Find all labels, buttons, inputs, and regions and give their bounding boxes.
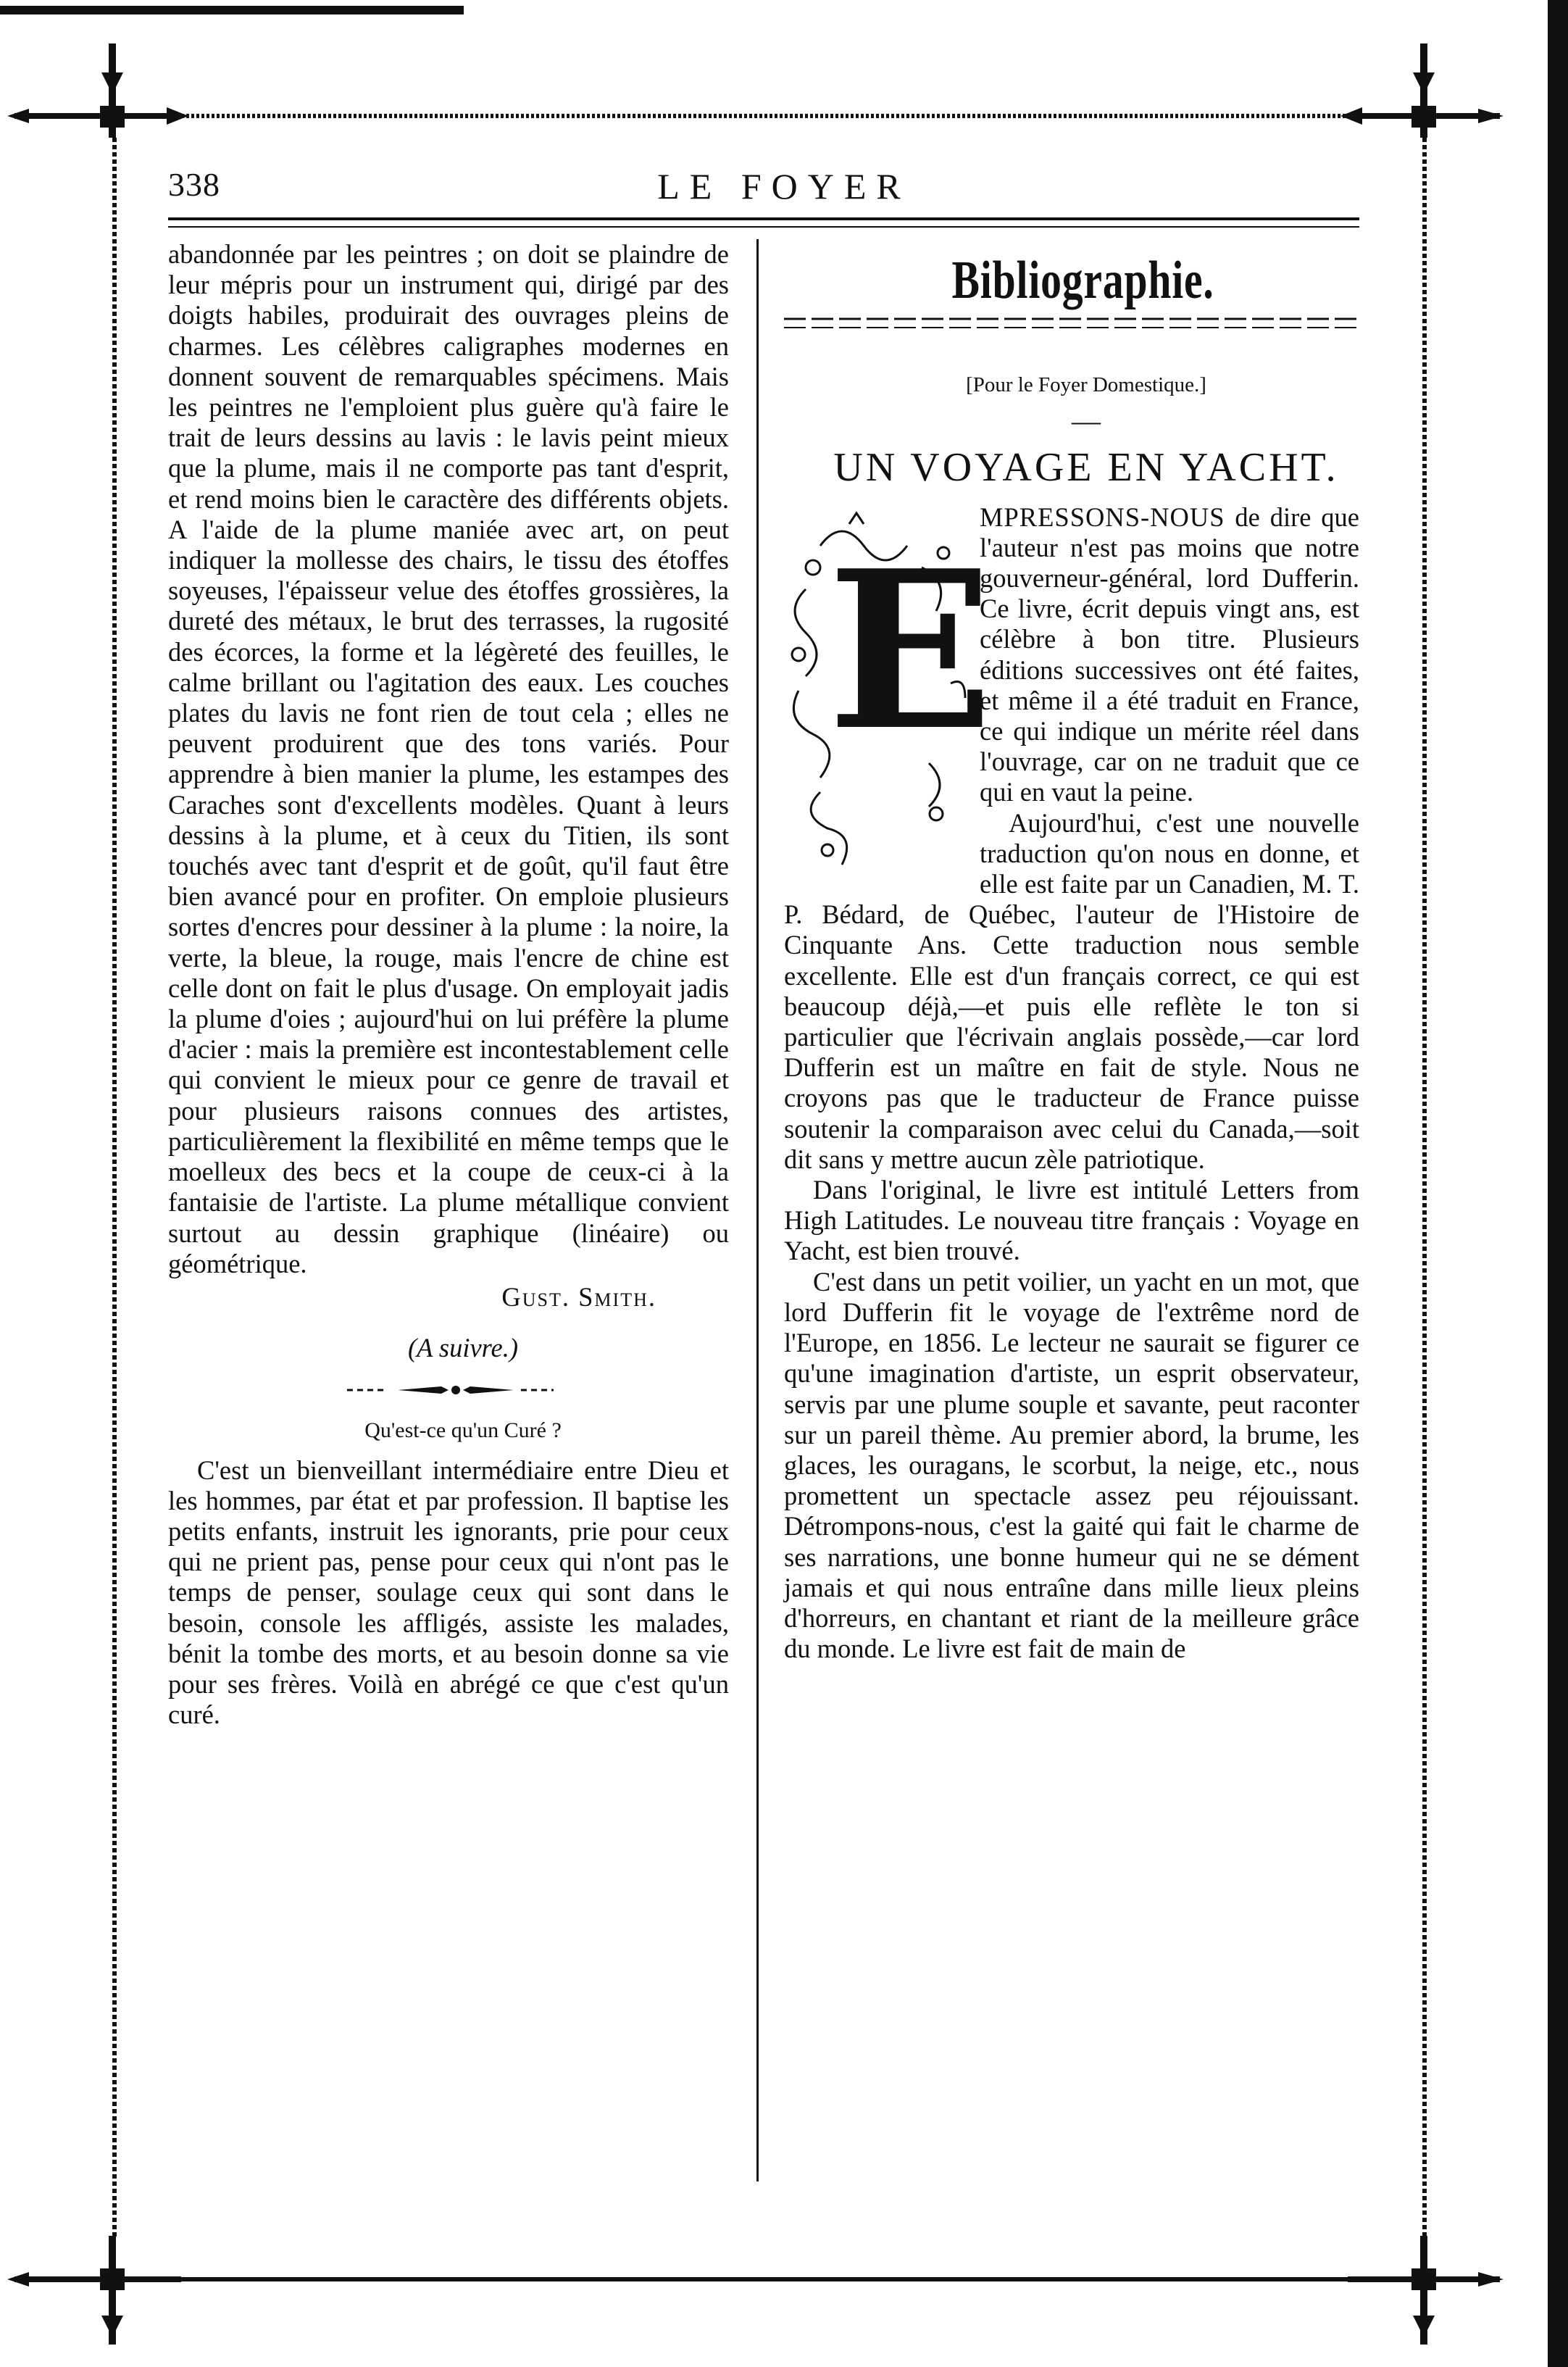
- page-number: 338: [168, 166, 220, 203]
- section-ornament: [340, 1379, 557, 1401]
- running-head: [0, 165, 1568, 209]
- column-divider: [756, 239, 759, 2181]
- subheading: Qu'est-ce qu'un Curé ?: [364, 1418, 562, 1443]
- drop-cap-letter: E: [827, 522, 993, 778]
- top-ornamental-border: [0, 43, 1507, 138]
- cure-paragraph: C'est un bienveillant intermédiaire entre Dieu et les hommes, par état et par profession. Il baptise les petits enfants, instruit les ignorants, prie pour ceux qui ne prient pas, pense pour ceux qui n'ont pas le temps de penser, soulage ceux qui sont dans le besoin, console les affligés, assiste les malades, bénit la tombe des morts, et au besoin donne sa vie pour ses frères. Voilà en abrégé ce que c'est qu'un curé.: [168, 1455, 729, 1730]
- article-paragraph-4: C'est dans un petit voilier, un yacht en un mot, que lord Dufferin fit le voyage de l'extrême nord de l'Europe, en 1856. Le lecteur ne saurait se figurer ce qu'une imagination d'artiste, un esprit observateur, servis par une plume souple et savante, peut raconter sur un pareil thème. Au premier abord, la brume, les glaces, les ouragans, le scorbut, la neige, etc., nous promettent un spectacle assez peu réjouissant. Détrompons-nous, c'est la gaité qui fait le charme de ses narrations, une bonne humeur qui ne se dément jamais et qui nous entraîne dans mille lieux pleins d'horreurs, en chantant et riant de la meilleure grâce du monde. Le livre est fait de main de: [784, 1266, 1359, 1664]
- bottom-left-corner-ornament: [7, 2236, 181, 2345]
- source-note: [Pour le Foyer Domestique.]: [966, 373, 1206, 396]
- page-edge-bar: [1548, 0, 1568, 2367]
- right-side-rule: [1416, 138, 1433, 2239]
- title-double-rule: [784, 313, 1359, 335]
- bottom-right-corner-ornament: [1348, 2236, 1504, 2345]
- top-left-corner-ornament: [7, 43, 188, 138]
- bottom-ornamental-border: [0, 2236, 1507, 2352]
- continued-paragraph: abandonnée par les peintres ; on doit se plaindre de leur mépris pour un instrument qui, dirigé par des doigts habiles, produirait des ouvrages pleins de charmes. Les célèbres caligraphes modernes en donnent souvent de remarquables spécimens. Mais les peintres ne l'emploient plus guère qu'à faire le trait de leurs dessins au lavis : le lavis peint mieux que la plume, mais il ne comporte pas tant d'esprit, et rend moins bien le caractère des différents objets. A l'aide de la plume maniée avec art, on peut indiquer la mollesse des chairs, le tissu des étoffes soyeuses, l'épaisseur velue des étoffes grossières, la dureté des métaux, le brut des terrasses, la rugosité des écorces, la forme et la légèreté des feuilles, le calme brillant ou l'agitation des eaux. Les couches plates du lavis ne font rien de tout cela ; elles ne peuvent produirent que des tons variés. Pour apprendre à bien manier la plume, les estampes des Caraches sont d'excellents modèles. Quant à leurs dessins à la plume, et à ceux du Titien, ils sont touchés avec tant d'esprit et de goût, qu'il faut être bien avancé pour en profiter. On emploie plusieurs sortes d'encres pour dessiner à la plume : la noire, la verte, la bleue, la rouge, mais l'encre de chine est celle dont on fait le plus d'usage. On employait jadis la plume d'oies ; aujourd'hui on lui préfère la plume d'acier : mais la première est incontestablement celle qui convient le mieux pour ce genre de travail et pour plusieurs raisons connues des artistes, particulièrement la flexibilité en même temps que le moelleux des becs et la coupe de ceux-ci à la fantaisie de l'artiste. La plume métallique convient surtout au dessin graphique (linéaire) ou géométrique.: [168, 239, 729, 1278]
- left-side-rule: [106, 138, 123, 2239]
- running-title: LE FOYER: [657, 166, 911, 207]
- article-body: [784, 502, 1359, 1665]
- section-title: Bibliographie.: [951, 251, 1214, 310]
- left-column: [168, 239, 729, 1730]
- separator-dash: —: [1072, 404, 1101, 438]
- article-paragraph-3: Dans l'original, le livre est intitulé Letters from High Latitudes. Le nouveau titre français : Voyage en Yacht, est bien trouvé.: [784, 1175, 1359, 1266]
- top-border-rule: [0, 6, 464, 14]
- top-right-corner-ornament: [1340, 43, 1504, 138]
- right-column: [784, 239, 1359, 1664]
- article-paragraph-1-text: de dire que l'auteur n'est pas moins que notre gouverneur-général, lord Dufferin. Ce livre, écrit depuis vingt ans, est célèbre à bon titre. Plusieurs éditions successives ont été faites, et même il a été traduit en France, ce qui indique un mérite réel dans l'ouvrage, car on ne traduit que ce qui en vaut la peine.: [980, 502, 1359, 807]
- article-paragraph-2: Aujourd'hui, c'est une nouvelle traduction qu'on nous en donne, et elle est faite par un Canadien, M. T. P. Bédard, de Québec, l'auteur de l'Histoire de Cinquante Ans. Cette traduction nous semble excellente. Elle est d'un français correct, ce qui est beaucoup déjà,—et puis elle reflète le ton si particulier que l'écrivain anglais possède,—car lord Dufferin est un maître en fait de style. Nous ne croyons pas que le traducteur de France puisse soutenir la comparaison avec celui du Canada,—soit dit sans y mettre aucun zèle patriotique.: [784, 807, 1359, 1174]
- article-title: UN VOYAGE EN YACHT.: [833, 445, 1339, 491]
- lead-smallcaps: MPRESSONS-NOUS: [980, 502, 1225, 532]
- header-rule: [168, 217, 1359, 220]
- to-be-continued: (A suivre.): [407, 1333, 519, 1363]
- author-signature: Gust. Smith.: [501, 1281, 656, 1312]
- ornamental-drop-cap: [777, 502, 993, 879]
- header-rule-thin: [168, 226, 1359, 228]
